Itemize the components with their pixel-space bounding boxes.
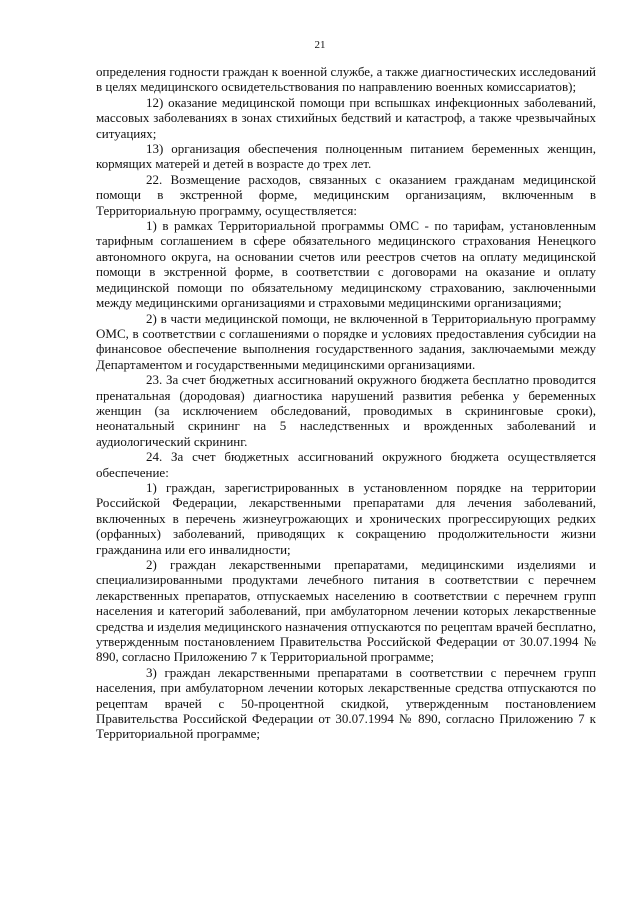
paragraph-24-item-3: 3) граждан лекарственными препаратами в соответствии с перечнем групп населения, при амбулаторном лечении которых лекарственные средства отпускаются по рецептам врачей с 50-процентной скидкой, утвержденным постановлением Правительства Российской Федерации от 30.07.1994 № 890, согласно Приложению 7 к Территориальной программе; — [96, 664, 596, 742]
paragraph-continuation: определения годности граждан к военной службе, а также диагностических исследований в целях медицинского освидетельствования по направлению военных комиссариатов); — [96, 64, 596, 95]
page-number: 21 — [314, 39, 326, 51]
paragraph-section-23: 23. За счет бюджетных ассигнований окружного бюджета бесплатно проводится пренатальная (дородовая) диагностика нарушений развития ребенка у беременных женщин (за исключением обследований, проводимых в скрининговые сроки), неонатальный скрининг на 5 наследственных и врожденных заболеваний и аудиологический скрининг. — [96, 372, 596, 449]
paragraph-section-22: 22. Возмещение расходов, связанных с оказанием гражданам медицинской помощи в экстренной форме, медицинским организациям, включенным в Территориальную программу, осуществляется: — [96, 171, 596, 218]
paragraph-24-item-2: 2) граждан лекарственными препаратами, медицинскими изделиями и специализированными продуктами лечебного питания в соответствии с перечнем лекарственных препаратов, отпускаемых населению в соответствии с перечнем групп населения и категорий заболеваний, при амбулаторном лечении которых лекарственные средства и изделия медицинского назначения отпускаются по рецептам врачей бесплатно, утвержденным постановлением Правительства Российской Федерации от 30.07.1994 № 890, согласно Приложению 7 к Территориальной программе; — [96, 557, 596, 665]
paragraph-22-item-2: 2) в части медицинской помощи, не включенной в Территориальную программу ОМС, в соответствии с соглашениями о порядке и условиях предоставления субсидии на финансовое обеспечение выполнения государственного задания, заключаемыми между Департаментом и государственными медицинскими организациями. — [96, 310, 596, 372]
document-body — [96, 64, 596, 742]
paragraph-item-13: 13) организация обеспечения полноценным питанием беременных женщин, кормящих матерей и детей в возрасте до трех лет. — [96, 141, 596, 172]
paragraph-section-24: 24. За счет бюджетных ассигнований окружного бюджета осуществляется обеспечение: — [96, 449, 596, 480]
paragraph-item-12: 12) оказание медицинской помощи при вспышках инфекционных заболеваний, массовых заболеваниях в зонах стихийных бедствий и катастроф, а также чрезвычайных ситуациях; — [96, 94, 596, 141]
paragraph-24-item-1: 1) граждан, зарегистрированных в установленном порядке на территории Российской Федерации, лекарственными препаратами для лечения заболеваний, включенных в перечень жизнеугрожающих и хронических прогрессирующих редких (орфанных) заболеваний, приводящих к сокращению продолжительности жизни гражданина или его инвалидности; — [96, 479, 596, 557]
paragraph-22-item-1: 1) в рамках Территориальной программы ОМС - по тарифам, установленным тарифным соглашением в сфере обязательного медицинского страхования Ненецкого автономного округа, на основании счетов или реестров счетов на оплату медицинской помощи в экстренной форме, в соответствии с договорами на оказание и оплату медицинской помощи по обязательному медицинскому страхованию, заключенными между медицинскими организациями и страховыми медицинскими организациями; — [96, 218, 596, 311]
